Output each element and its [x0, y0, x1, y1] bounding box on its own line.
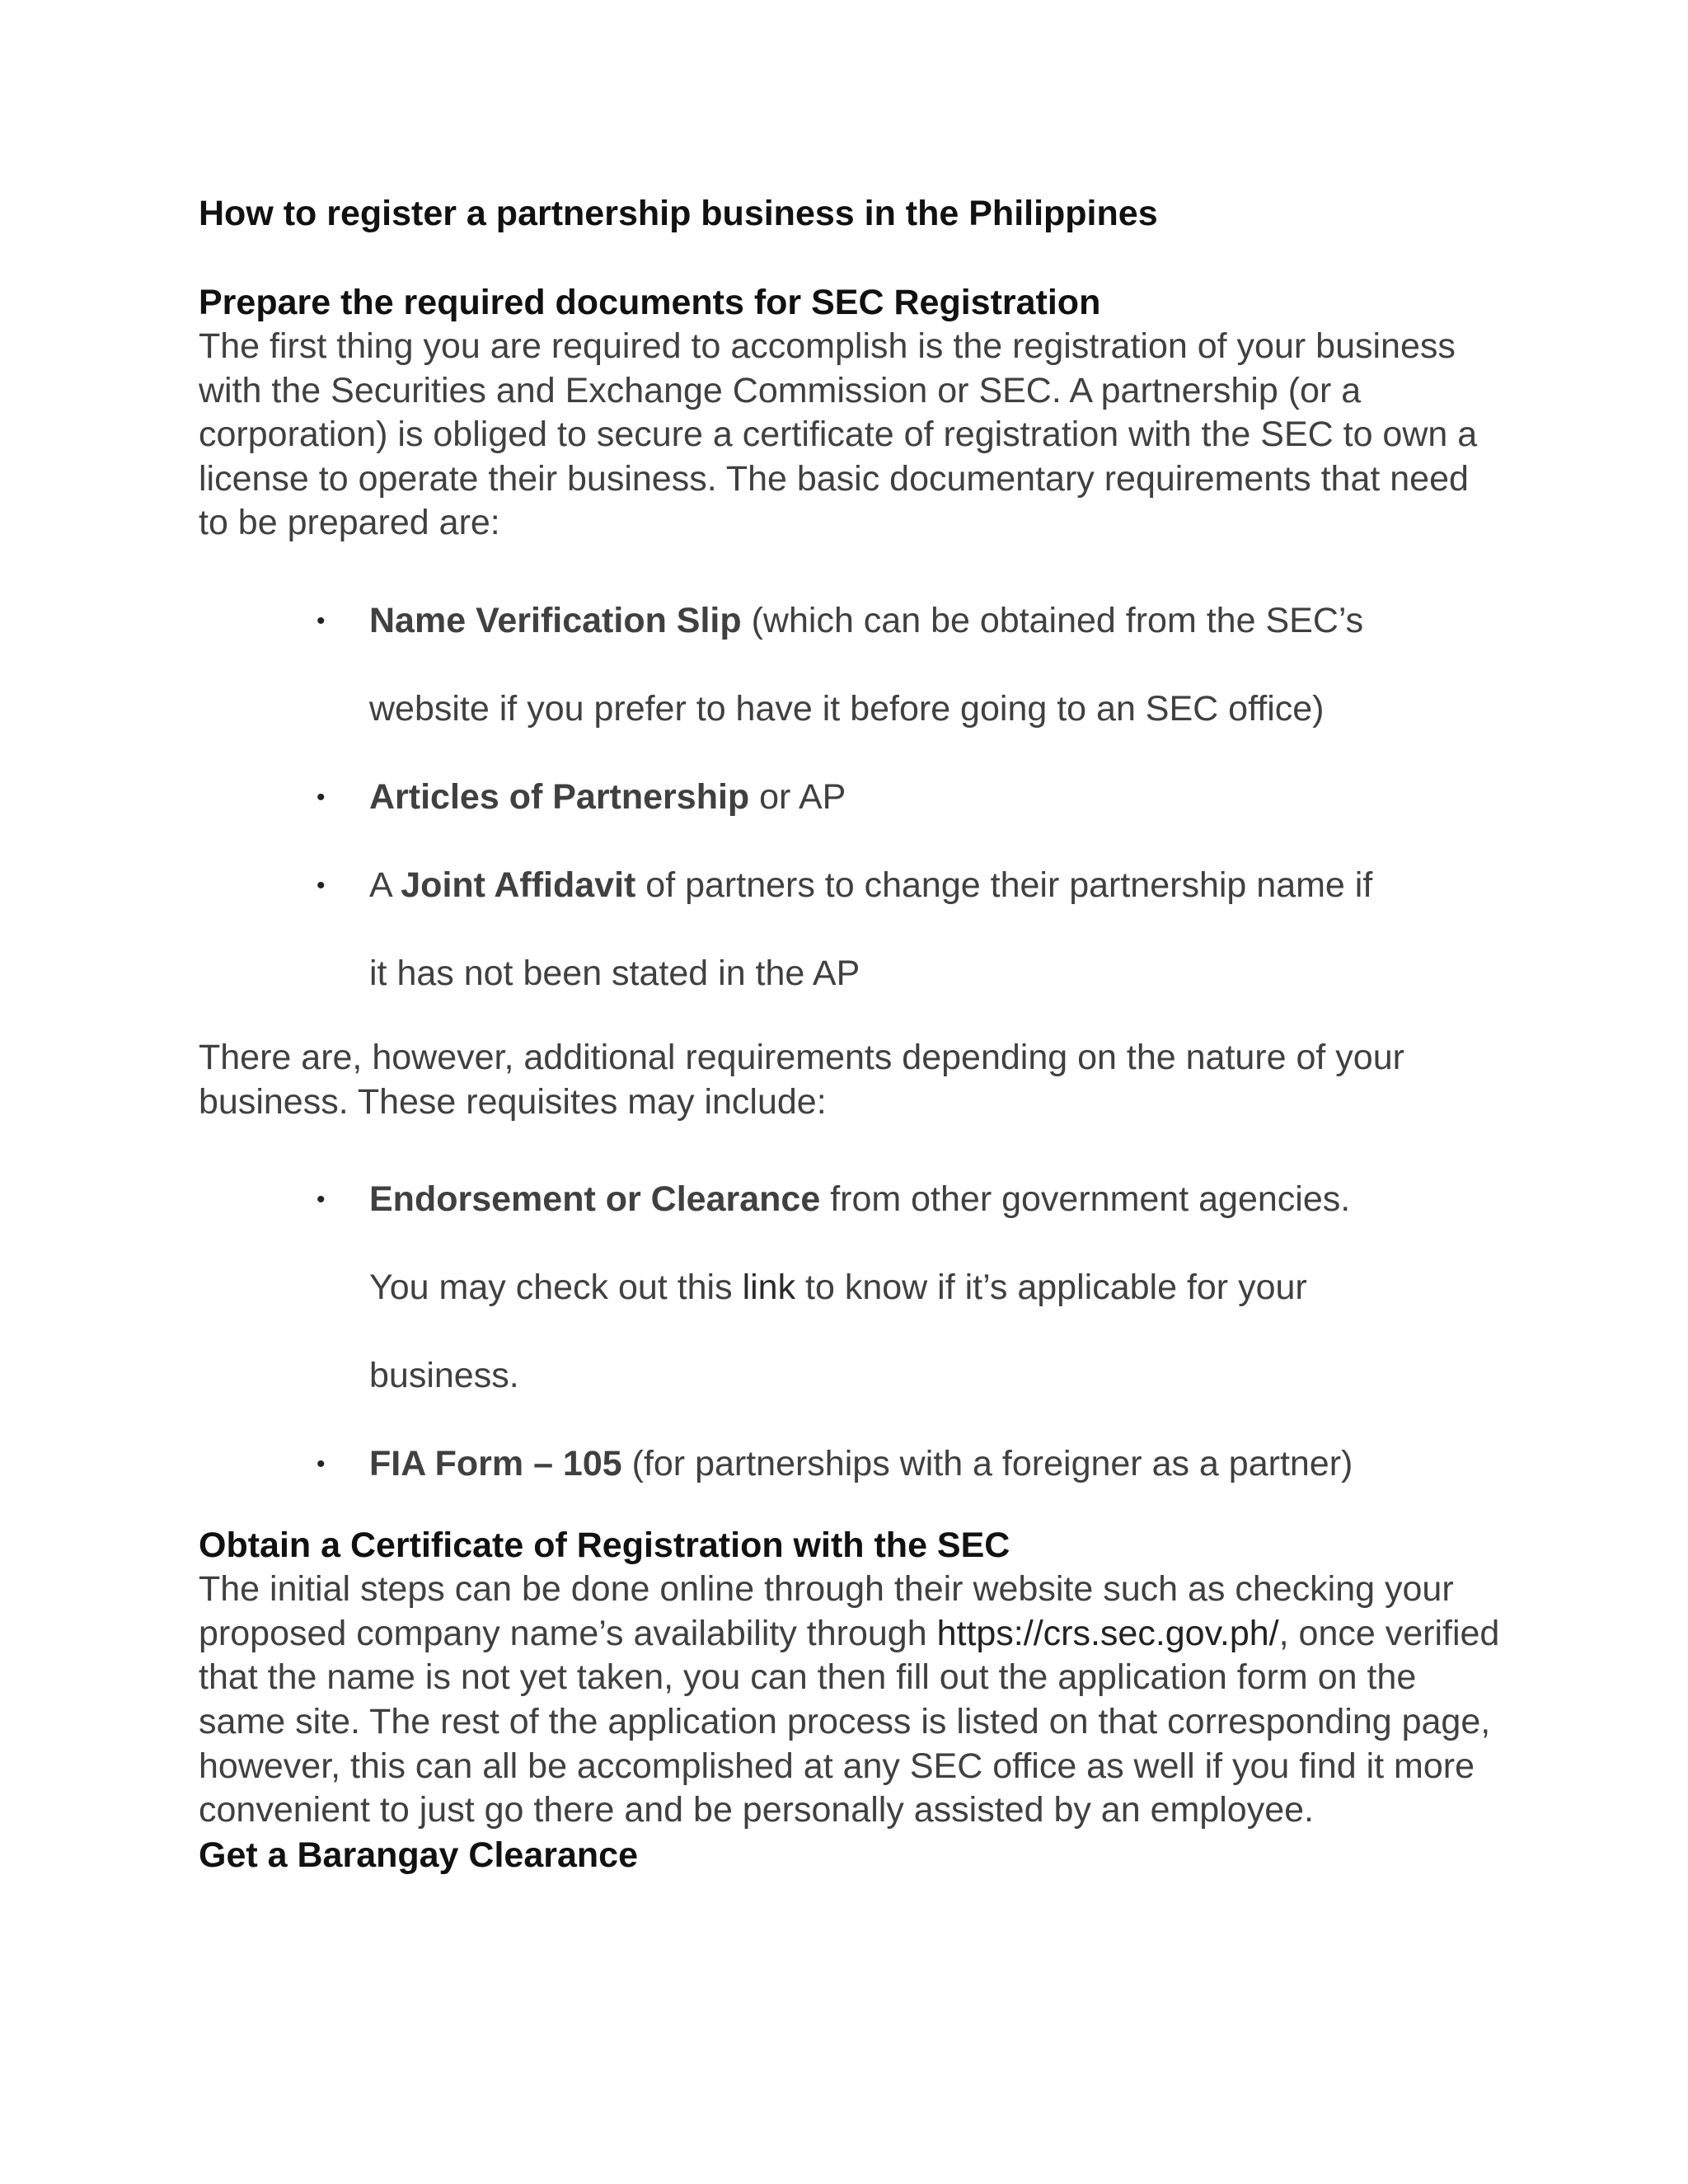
list-item-text: (for partnerships with a foreigner as a partner) — [621, 1444, 1353, 1484]
paragraph-text: , once verified that the name is not yet taken, you can then fill out the application form on the same site. The rest of the application process is listed on that corresponding page, however, this can all be accomplished at any SEC office as well if you find it more convenient to just go there and be personally assisted by an employee. — [199, 1613, 1500, 1830]
paragraph-text: The initial steps can be done online through their website such as checking your proposed company name’s availability through — [199, 1569, 1454, 1653]
list-item-line: it has not been stated in the AP — [369, 953, 860, 993]
list-item — [199, 577, 1501, 753]
bullet-icon: • — [316, 607, 326, 635]
list-item-text: to know if it’s applicable for your — [795, 1268, 1307, 1308]
list-item-bold: Articles of Partnership — [369, 776, 750, 817]
list-item-text: You may check out this — [369, 1268, 743, 1308]
section-paragraph-sec-registration: The first thing you are required to accomplish is the registration of your business with the Securities and Exchange Commission or SEC. A partnership (or a corporation) is obliged to secure a certificate of registration with the SEC to own a license to operate their business. The basic documentary requirements that need to be prepared are: — [199, 326, 1478, 543]
list-item-text: from other government agencies. — [820, 1179, 1351, 1220]
list-item-line — [369, 1155, 1501, 1244]
additional-requirements-paragraph: There are, however, additional requirements depending on the nature of your business. These requisites may include: — [199, 1037, 1404, 1122]
list-item — [199, 1420, 1501, 1508]
section-heading-prepare-documents: Prepare the required documents for SEC Registration — [199, 283, 1101, 322]
list-item-line — [369, 577, 1501, 665]
list-item-prefix: A — [369, 865, 401, 905]
list-item — [199, 753, 1501, 841]
document-content — [199, 191, 1501, 1877]
section-heading-certificate: Obtain a Certificate of Registration with the SEC — [199, 1526, 1010, 1566]
bullet-icon: • — [316, 871, 326, 899]
list-item-bold: Name Verification Slip — [369, 600, 742, 640]
document-title: How to register a partnership business in the Philippines — [199, 194, 1158, 233]
list-item-line — [369, 753, 1501, 841]
list-item-text: (which can be obtained from the SEC’s — [741, 600, 1364, 640]
list-item — [199, 841, 1501, 1018]
section-heading-barangay: Get a Barangay Clearance — [199, 1835, 638, 1875]
list-item-line — [369, 1420, 1501, 1508]
list-item-text: of partners to change their partnership name if — [635, 865, 1373, 905]
list-item-line: business. — [369, 1356, 519, 1396]
list-item-bold: FIA Form – 105 — [369, 1444, 622, 1484]
list-item-line — [369, 1244, 1501, 1332]
sec-website-link[interactable]: https://crs.sec.gov.ph/ — [936, 1613, 1279, 1653]
additional-requirements-list — [199, 1155, 1501, 1508]
applicability-link[interactable]: link — [742, 1268, 796, 1308]
list-item-line: website if you prefer to have it before going to an SEC office) — [369, 688, 1325, 729]
required-documents-list — [199, 577, 1501, 1018]
list-item-line — [369, 841, 1501, 930]
bullet-icon: • — [316, 1186, 326, 1214]
list-item — [199, 1155, 1501, 1420]
list-item-text: or AP — [749, 776, 846, 817]
section-paragraph-certificate — [199, 1568, 1501, 1833]
bullet-icon: • — [316, 783, 326, 811]
list-item-bold: Endorsement or Clearance — [369, 1179, 821, 1220]
list-item-bold: Joint Affidavit — [401, 865, 636, 905]
bullet-icon: • — [316, 1451, 326, 1479]
